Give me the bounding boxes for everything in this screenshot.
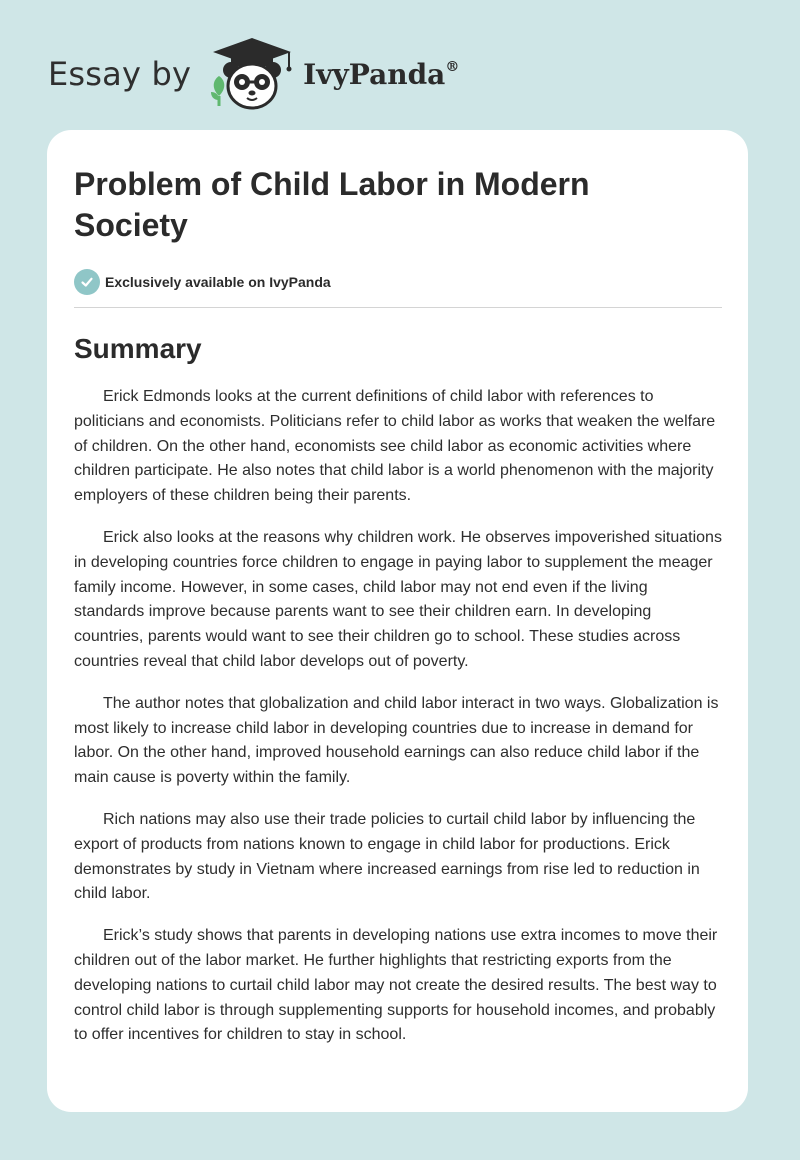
- paragraph: Erick’s study shows that parents in developing nations use extra incomes to move their children out of the labor market. He further highlights that restricting exports from the developing nations to curtail child labor may not create the desired results. The best way to control child labor is through supplementing supports for household incomes, and probably to offer incentives for children to stay in school.: [74, 927, 718, 1044]
- essay-card: [47, 130, 748, 1112]
- brand-text: IvyPanda: [303, 57, 446, 91]
- badge-label: Exclusively available on IvyPanda: [105, 274, 331, 290]
- section-title: Summary: [74, 333, 202, 364]
- paragraph: Erick Edmonds looks at the current definitions of child labor with references to politicians and economists. Politicians refer to child labor as works that weaken the welfare of children. On the other hand, economists see child labor as economic activities where children participate. He also notes that child labor is a world phenomenon with the majority employers of these children being their parents.: [74, 388, 716, 505]
- panda-graduate-icon[interactable]: [207, 36, 297, 112]
- paragraph: The author notes that globalization and child labor interact in two ways. Globalization is most likely to increase child labor in developing countries due to increase in demand for labor. On the other hand, improved household earnings can also reduce child labor if the main cause is poverty within the family.: [74, 694, 719, 787]
- divider: [74, 307, 722, 308]
- page-title: Problem of Child Labor in Modern Society: [74, 166, 590, 243]
- exclusive-badge: [74, 268, 722, 296]
- essay-by-label: Essay by: [48, 55, 192, 93]
- registered-mark: ®: [445, 59, 460, 76]
- brand-name[interactable]: [303, 58, 459, 91]
- check-circle-icon: [74, 269, 100, 295]
- paragraph: Erick also looks at the reasons why children work. He observes impoverished situations in developing countries force children to engage in paying labor to supplement the meager family income. However, in some cases, child labor may not end even if the living standards improve because parents want to see their children earn. In developing countries, parents would want to see their children go to school. These studies across countries reveal that child labor develops out of poverty.: [74, 528, 722, 670]
- site-header: [48, 34, 459, 114]
- paragraph: Rich nations may also use their trade policies to curtail child labor by influencing the export of products from nations known to engage in child labor for productions. Erick demonstrates by study in Vietnam where increased earnings from rise led to reduction in child labor.: [74, 810, 700, 903]
- essay-body: [74, 385, 722, 1048]
